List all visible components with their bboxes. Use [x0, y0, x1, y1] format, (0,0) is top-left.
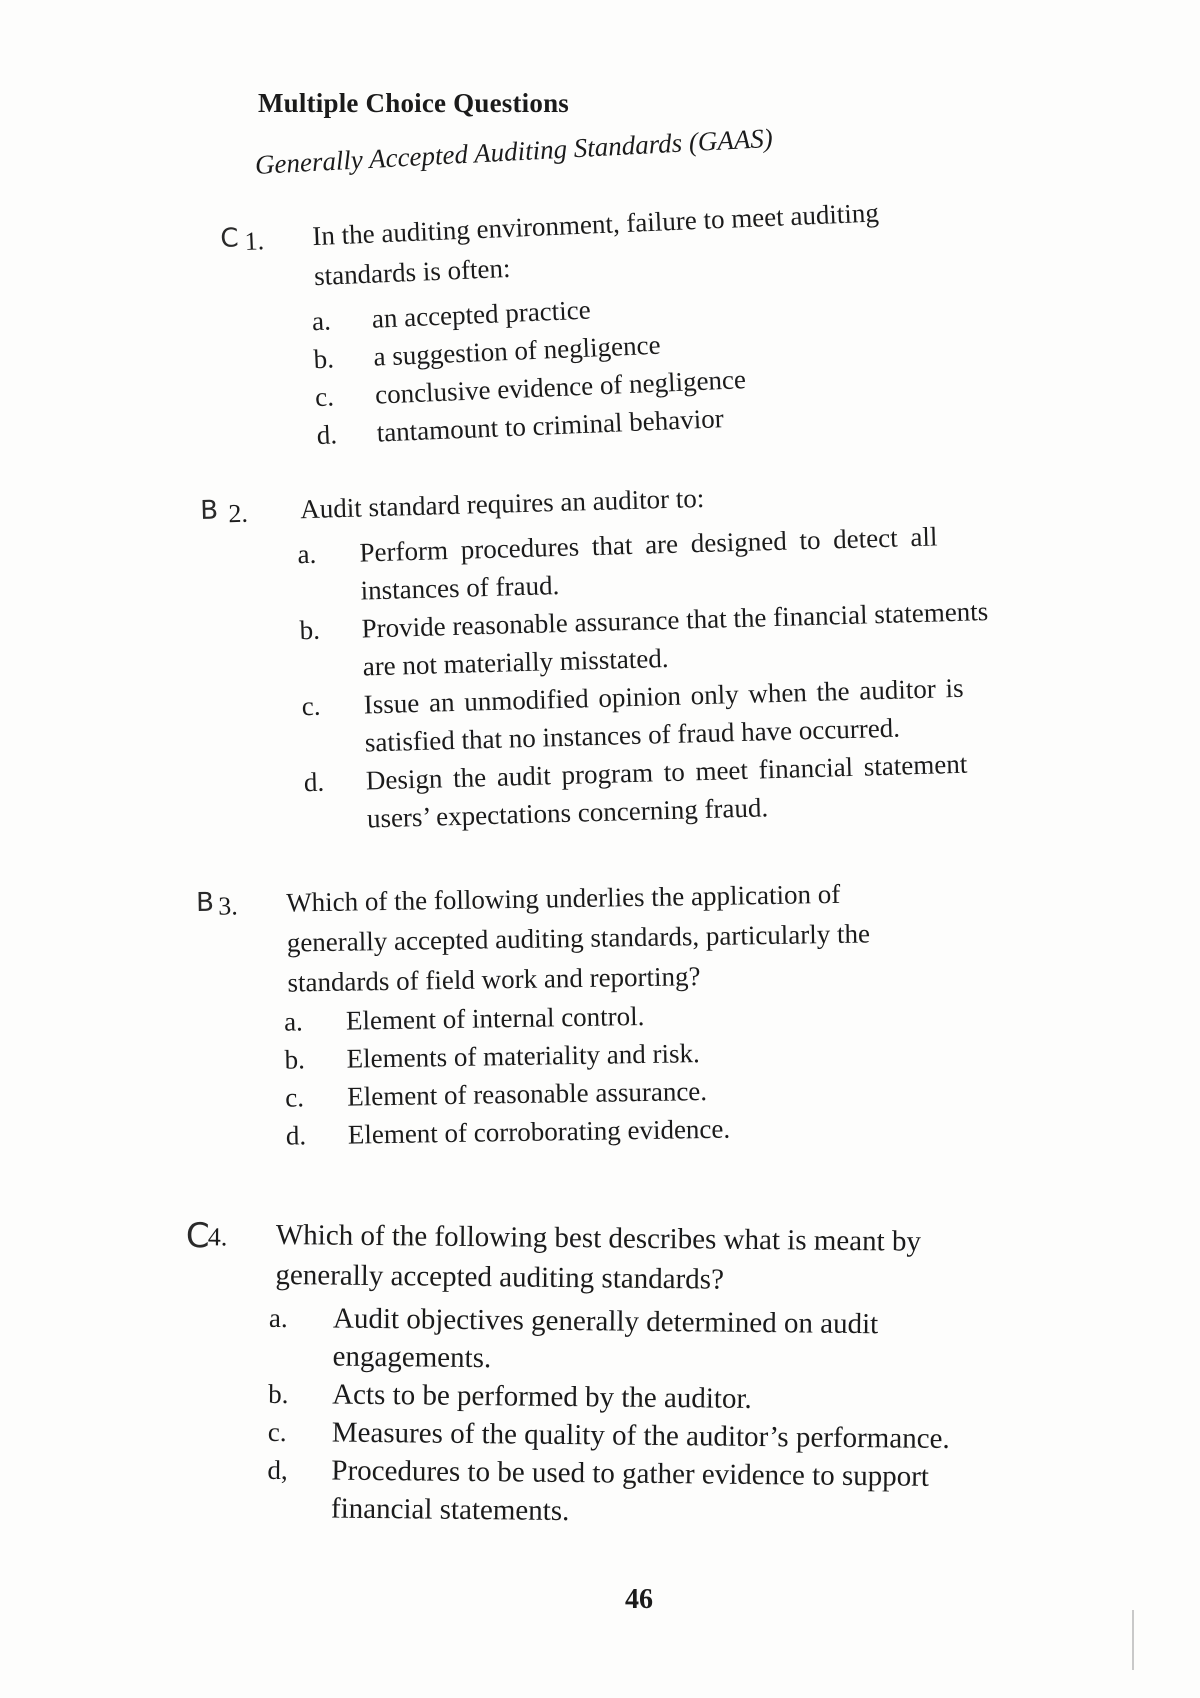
option-letter: b. — [299, 614, 321, 646]
option — [267, 1451, 1028, 1535]
stem-line: standards of field work and reporting? — [287, 961, 701, 998]
option-text: Procedures to be used to gather evidence to support — [331, 1454, 930, 1493]
option-list — [297, 513, 1105, 839]
option-letter: a. — [283, 1006, 304, 1037]
option-text: users’ expectations concerning fraud. — [366, 792, 769, 834]
stem-line: Which of the following best describes what is meant by — [275, 1218, 922, 1258]
option-text: Acts to be performed by the auditor. — [332, 1378, 752, 1415]
option-text: Issue an unmodified opinion only when the auditor is — [363, 672, 964, 720]
handwritten-answer-mark: B — [199, 495, 219, 526]
option-letter: c. — [314, 381, 335, 413]
stem-line: In the auditing environment, failure to meet auditing — [311, 197, 880, 252]
option-letter: b. — [312, 343, 335, 375]
option-letter: c. — [301, 690, 321, 722]
question-number: 2. — [227, 498, 249, 529]
question-stem — [275, 1215, 1076, 1303]
option-list — [267, 1299, 1029, 1535]
option-text: Element of corroborating evidence. — [347, 1113, 731, 1150]
option — [268, 1299, 1029, 1383]
scan-edge-artifact — [1132, 1610, 1134, 1670]
option-text: satisfied that no instances of fraud have occurred. — [364, 712, 901, 758]
option-text: Provide reasonable assurance that the financial statements — [361, 596, 989, 644]
option-text: engagements. — [332, 1340, 492, 1375]
option-text: an accepted practice — [371, 294, 592, 334]
option-letter: a. — [268, 1302, 288, 1334]
stem-line: standards is often: — [313, 252, 512, 292]
question-number: 1. — [243, 226, 265, 256]
option-text: Element of reasonable assurance. — [346, 1075, 708, 1112]
option-text: a suggestion of negligence — [372, 329, 662, 372]
option-text: tantamount to criminal behavior — [376, 403, 725, 448]
option-text: conclusive evidence of negligence — [374, 364, 747, 410]
stem-line: Audit standard requires an auditor to: — [299, 482, 705, 525]
option-letter: d. — [285, 1120, 307, 1151]
option-letter: d. — [316, 419, 338, 451]
section-subheading: Generally Accepted Auditing Standards (GAAS) — [254, 122, 774, 180]
handwritten-answer-mark: C — [219, 223, 240, 254]
option-letter: b. — [284, 1044, 306, 1075]
option-text: Audit objectives generally determined on audit — [332, 1302, 879, 1341]
handwritten-answer-mark: C — [185, 1216, 210, 1257]
option-text: Design the audit program to meet financial statement — [365, 748, 968, 796]
option-letter: d, — [267, 1454, 288, 1486]
option-letter: c. — [285, 1082, 305, 1113]
option-text: are not materially misstated. — [362, 642, 669, 682]
stem-line: generally accepted auditing standards? — [275, 1258, 725, 1296]
question-number: 3. — [217, 891, 238, 921]
option-list — [311, 279, 877, 454]
option-text: instances of fraud. — [360, 570, 560, 606]
option-letter: d. — [303, 766, 325, 798]
option-text: Measures of the quality of the auditor’s performance. — [331, 1416, 950, 1456]
question-stem — [312, 187, 1015, 296]
question-number: 4. — [207, 1222, 228, 1252]
option-text: Elements of materiality and risk. — [346, 1038, 700, 1074]
question-stem — [286, 871, 1048, 1003]
stem-line: generally accepted auditing standards, particularly the — [286, 918, 871, 958]
option-list — [284, 993, 926, 1155]
option-letter: b. — [268, 1378, 289, 1410]
handwritten-answer-mark: B — [195, 887, 215, 918]
option-letter: a. — [297, 538, 317, 570]
option-letter: a. — [311, 305, 332, 337]
option-text: financial statements. — [330, 1492, 570, 1528]
stem-line: Which of the following underlies the application of — [285, 878, 841, 918]
option-text: Element of internal control. — [345, 1000, 645, 1036]
option-letter: c. — [267, 1416, 287, 1448]
page-number: 46 — [625, 1584, 653, 1615]
option-text: Perform procedures that are designed to detect all — [359, 521, 938, 568]
section-heading: Multiple Choice Questions — [258, 88, 570, 118]
